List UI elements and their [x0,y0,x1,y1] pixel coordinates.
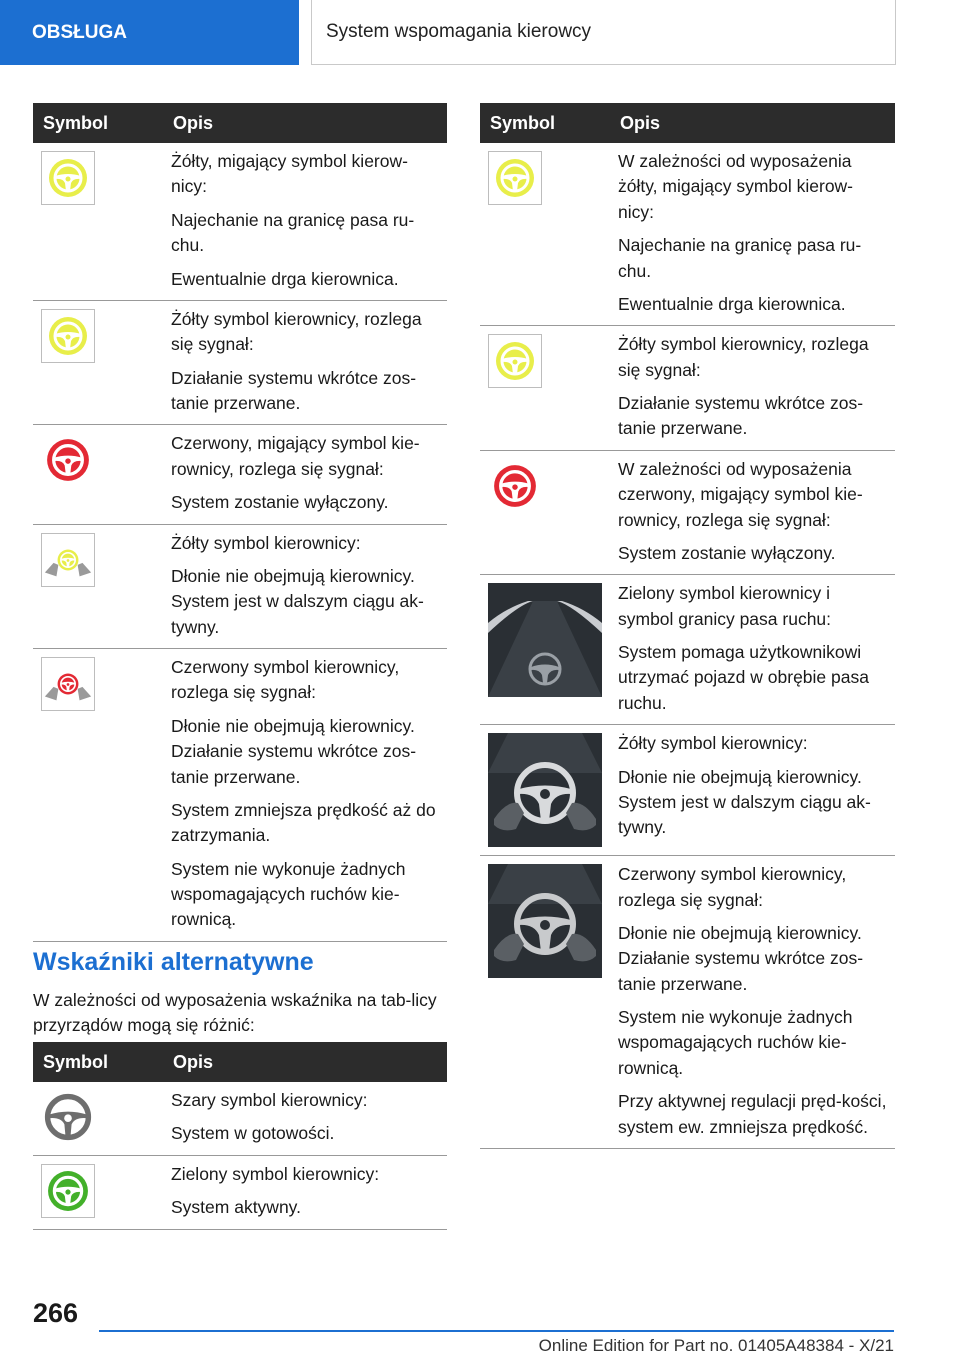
row-text: System aktywny. [171,1197,301,1218]
row-text: Szary symbol kierownicy: [171,1090,368,1110]
row-text: Najechanie na granicę pasa ru-chu. [618,235,862,281]
row-text: System nie wykonuje żadnych wspomagających ruchów kie-rownicą. [618,1007,853,1078]
row-text: Żółty symbol kierownicy, rozlega się sygnał: [171,308,422,355]
table-row [33,1155,447,1229]
col-header-opis: Opis [163,1042,447,1082]
col-header-opis: Opis [163,103,447,143]
row-text: System pomaga użytkownikowi utrzymać pojazd w obrębie pasa ruchu. [618,642,869,713]
row-text: System w gotowości. [171,1123,335,1144]
row-text: Dłonie nie obejmują kierownicy. Działanie systemu wkrótce zos-tanie przerwane. [618,922,864,994]
hands-off-wheel-display-icon [488,733,602,847]
col-header-symbol: Symbol [33,103,163,143]
table-row [33,425,447,524]
section-label: OBSŁUGA [32,21,127,43]
row-text: Zielony symbol kierownicy: [171,1163,380,1184]
row-text: Ewentualnie drga kierownica. [171,268,399,289]
row-text: Zielony symbol kierownicy i symbol granicy pasa ruchu: [618,583,832,629]
col-header-opis: Opis [610,103,895,143]
table-row [480,856,895,1149]
steering-wheel-yellow-icon [488,334,542,388]
lane-display-green-wheel-icon [488,583,602,697]
chapter-label: System wspomagania kierowcy [326,21,592,42]
col-header-symbol: Symbol [33,1042,163,1082]
section-title: Wskaźniki alternatywne [33,948,314,976]
table-row [33,524,447,649]
row-text: Czerwony, migający symbol kie-rownicy, rozlega się sygnał: [171,433,420,479]
col-header-symbol: Symbol [480,103,610,143]
chapter-header [311,0,896,65]
table-row [33,1082,447,1155]
row-text: Najechanie na granicę pasa ru-chu. [171,209,415,256]
row-text: Przy aktywnej regulacji pręd-kości, system ew. zmniejsza prędkość. [618,1091,887,1137]
table-row [33,649,447,942]
row-text: Żółty symbol kierownicy: [618,733,808,754]
row-text: W zależności od wyposażenia czerwony, migający symbol kie-rownicy, rozlega się sygnał: [618,458,863,530]
row-text: Dłonie nie obejmują kierownicy. System jest w dalszym ciągu ak-tywny. [171,565,424,637]
steering-wheel-red-flashing-icon [41,433,95,487]
page-number: 266 [33,1298,79,1328]
row-text: System zostanie wyłączony. [618,542,836,563]
table-row [480,575,895,725]
row-text: W zależności od wyposażenia żółty, migający symbol kierow-nicy: [618,151,854,222]
row-text: Czerwony symbol kierownicy, rozlega się sygnał: [171,657,400,703]
steering-wheel-yellow-hands-icon [41,533,95,587]
table-row [33,143,447,300]
indicator-table-left [33,103,447,942]
row-text: Żółty symbol kierownicy: [171,532,361,553]
steering-wheel-red-flashing-icon [488,459,542,513]
steering-wheel-red-hands-icon [41,657,95,711]
indicator-table-alt [33,1042,447,1230]
table-row [480,450,895,575]
row-text: Dłonie nie obejmują kierownicy. Działanie systemu wkrótce zos-tanie przerwane. [171,715,417,787]
steering-wheel-yellow-flashing-icon [41,151,95,205]
steering-wheel-yellow-flashing-icon [488,151,542,205]
table-row [480,326,895,451]
section-tab [0,0,299,65]
row-text: Działanie systemu wkrótce zos-tanie przerwane. [171,367,417,413]
row-text: System nie wykonuje żadnych wspomagających ruchów kie-rownicą. [171,858,406,930]
row-text: Działanie systemu wkrótce zos-tanie przerwane. [618,393,864,439]
row-text: System zmniejsza prędkość aż do zatrzymania. [171,799,436,846]
row-text: Czerwony symbol kierownicy, rozlega się sygnał: [618,864,847,910]
footer-edition: Online Edition for Part no. 01405A48384 - X/21 [538,1336,894,1355]
steering-wheel-yellow-icon [41,309,95,363]
table-row [480,143,895,326]
section-intro: W zależności od wyposażenia wskaźnika na tab-licy przyrządów mogą się różnić: [33,990,437,1036]
row-text: Żółty symbol kierownicy, rozlega się sygnał: [618,334,869,380]
row-text: Dłonie nie obejmują kierownicy. System jest w dalszym ciągu ak-tywny. [618,766,871,838]
row-text: Ewentualnie drga kierownica. [618,293,846,314]
footer-rule [99,1330,894,1332]
hands-off-wheel-display-red-icon [488,864,602,978]
steering-wheel-green-icon [41,1164,95,1218]
indicator-table-right [480,103,895,1149]
row-text: System zostanie wyłączony. [171,492,389,513]
table-row [33,300,447,425]
table-row [480,725,895,856]
row-text: Żółty, migający symbol kierow-nicy: [171,151,408,197]
steering-wheel-grey-icon [41,1090,95,1144]
